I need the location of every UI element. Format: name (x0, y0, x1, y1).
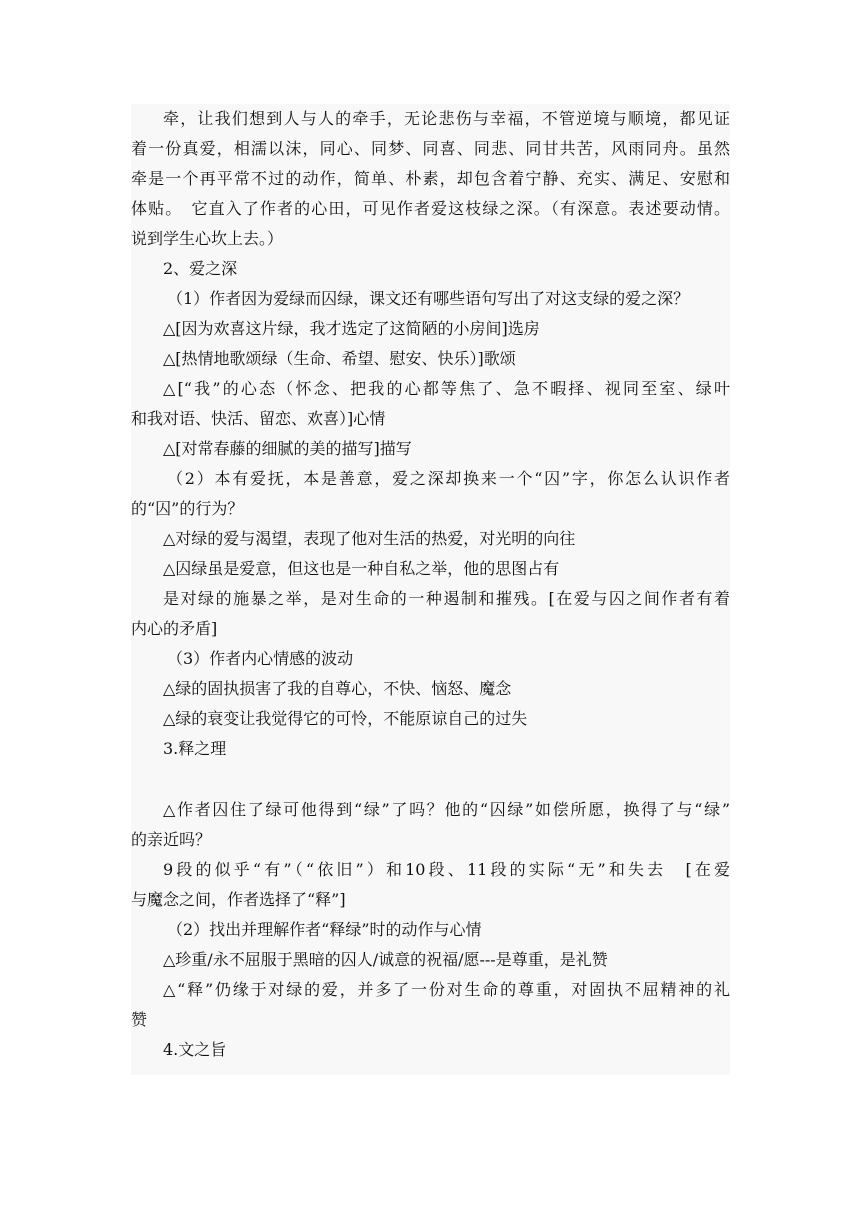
section-heading: 3.释之理 (163, 739, 227, 758)
question-line: △作者囚住了绿可他得到“绿”了吗？他的“囚绿”如偿所愿，换得了与“绿” (163, 800, 730, 819)
answer-line: △对绿的爱与渴望，表现了他对生活的热爱，对光明的向往 (163, 529, 576, 548)
answer-line: 是对绿的施暴之举，是对生命的一种遏制和摧残。[在爱与囚之间作者有着 (163, 589, 730, 608)
answer-line: 9段的似乎“有”（“依旧”）和10段、11段的实际“无”和失去 [在爱 (163, 860, 730, 879)
paragraph-line: 说到学生心坎上去。） (131, 229, 284, 248)
answer-line: △[因为欢喜这片绿，我才选定了这简陋的小房间]选房 (163, 319, 540, 338)
paragraph-line: 牵是一个再平常不过的动作，简单、朴素，却包含着宁静、充实、满足、安慰和 (131, 169, 730, 188)
question-line: 的亲近吗？ (131, 830, 212, 849)
answer-line: 和我对语、快活、留恋、欢喜）]心情 (131, 409, 386, 428)
section-heading: 4.文之旨 (163, 1040, 227, 1059)
answer-line: △绿的固执损害了我的自尊心，不快、恼怒、魔念 (163, 679, 512, 698)
answer-line: △绿的衰变让我觉得它的可怜，不能原谅自己的过失 (163, 709, 528, 728)
question-line: （2）找出并理解作者“释绿”时的动作与心情 (167, 920, 482, 939)
question-line: （1）作者因为爱绿而囚绿，课文还有哪些语句写出了对这支绿的爱之深？ (167, 289, 690, 308)
answer-line: 与魔念之间，作者选择了“释”] (131, 890, 346, 909)
document-body (131, 104, 730, 1065)
answer-line: △囚绿虽是爱意，但这也是一种自私之举，他的思图占有 (163, 559, 560, 578)
answer-line: △[热情地歌颂绿（生命、希望、慰安、快乐）]歌颂 (163, 349, 516, 368)
section-heading: 2、爱之深 (163, 259, 238, 278)
question-line: （3）作者内心情感的波动 (167, 649, 354, 668)
paragraph-line: 体贴。 它直入了作者的心田，可见作者爱这枝绿之深。（有深意。表述要动情。 (131, 199, 730, 218)
answer-line: △[对常春藤的细腻的美的描写]描写 (163, 439, 412, 458)
question-line: （2）本有爱抚，本是善意，爱之深却换来一个“囚”字，你怎么认识作者 (167, 469, 730, 488)
blank-line (131, 764, 730, 795)
answer-line: △[“我”的心态（怀念、把我的心都等焦了、急不暇择、视同至室、绿叶 (163, 379, 730, 398)
question-line: 的“囚”的行为？ (131, 499, 244, 518)
answer-line: 赞 (131, 1010, 148, 1029)
answer-line: △“释”仍缘于对绿的爱，并多了一份对生命的尊重，对固执不屈精神的礼 (163, 980, 730, 999)
answer-line: 内心的矛盾] (131, 619, 218, 638)
paragraph-line: 牵，让我们想到人与人的牵手，无论悲伤与幸福，不管逆境与顺境，都见证 (163, 109, 730, 128)
paragraph-line: 着一份真爱，相濡以沫，同心、同梦、同喜、同悲、同甘共苦，风雨同舟。虽然 (131, 139, 730, 158)
answer-line: △珍重/永不屈服于黑暗的囚人/诚意的祝福/愿---是尊重，是礼赞 (163, 950, 608, 969)
